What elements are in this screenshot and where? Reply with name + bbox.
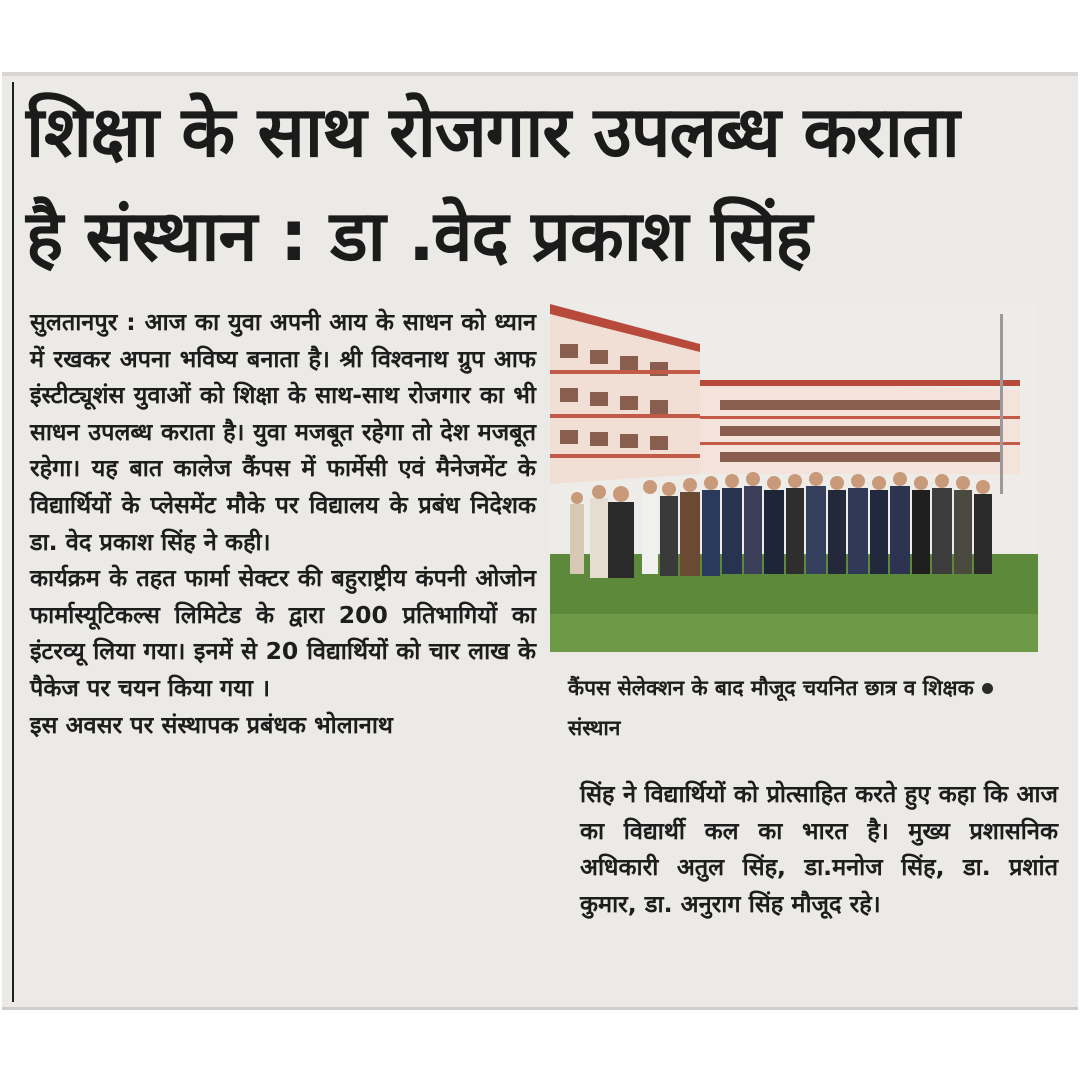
newspaper-clipping: [2, 72, 1078, 1010]
article-paragraph-3: इस अवसर पर संस्थापक प्रबंधक भोलानाथ: [30, 710, 393, 739]
headline: [26, 80, 1026, 288]
article-paragraph-2: कार्यक्रम के तहत फार्मा सेक्टर की बहुराष्ट्रीय कंपनी ओजोन फार्मास्यूटिकल्स लिमिटेड के द्वारा 200 प्रतिभागियों का इंटरव्यू लिया गया। इनमें से 20 विद्यार्थियों को चार लाख के पैकेज पर चयन किया गया ।: [30, 564, 536, 702]
campus-photo-illustration: [550, 304, 1038, 652]
headline-line-1: शिक्षा के साथ रोजगार उपलब्ध कराता: [26, 91, 959, 173]
article-continuation: सिंह ने विद्यार्थियों को प्रोत्साहित करते हुए कहा कि आज का विद्यार्थी कल का भारत है। मुख्य प्रशासनिक अधिकारी अतुल सिंह, डा.मनोज सिंह, डा. प्रशांत कुमार, डा. अनुराग सिंह मौजूद रहे।: [580, 780, 1058, 918]
photo-credit: संस्थान: [568, 716, 621, 740]
column-rule: [12, 82, 14, 1002]
bullet-icon: [982, 683, 993, 694]
news-photo: [550, 304, 1038, 652]
photo-caption: [568, 668, 1038, 748]
article-left-column: [30, 304, 536, 743]
headline-line-2: है संस्थान : डा .वेद प्रकाश सिंह: [26, 195, 812, 277]
article-paragraph-1: सुलतानपुर : आज का युवा अपनी आय के साधन को ध्यान में रखकर अपना भविष्य बनाता है। श्री विश्वनाथ ग्रुप आफ इंस्टीट्यूशंस युवाओं को शिक्षा के साथ-साथ रोजगार का भी साधन उपलब्ध कराता है। युवा मजबूत रहेगा तो देश मजबूत रहेगा। यह बात कालेज कैंपस में फार्मेसी एवं मैनेजमेंट के विद्यार्थियों के प्लेसमेंट मौके पर विद्यालय के प्रबंध निदेशक डा. वेद प्रकाश सिंह ने कही।: [30, 308, 536, 556]
photo-caption-text: कैंपस सेलेक्शन के बाद मौजूद चयनित छात्र व शिक्षक: [568, 676, 974, 700]
article-right-column: [580, 776, 1058, 922]
